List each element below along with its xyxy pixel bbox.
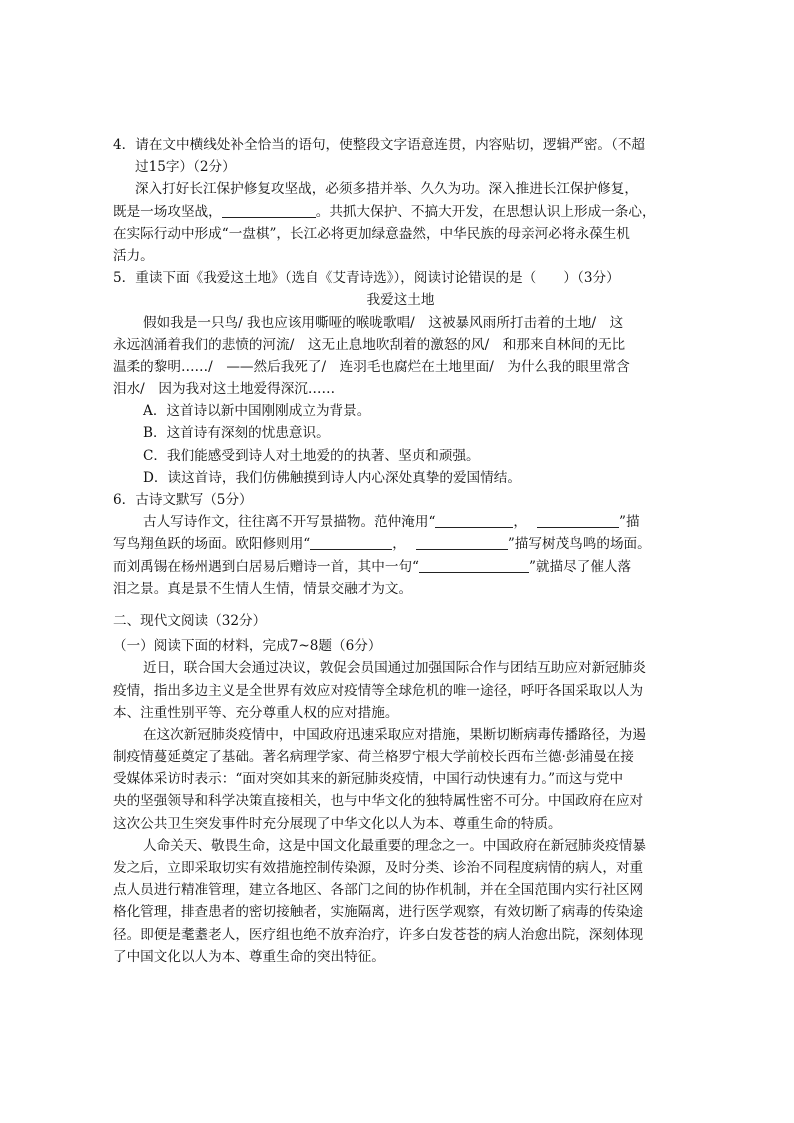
passage-text: ”就描尽了催人落 [529,558,632,575]
passage-text: ”描 [619,514,640,531]
passage-text: ”描写树茂鸟鸣的场面。 [507,536,651,553]
question-6-stem: 6．古诗文默写（5分） [113,492,253,508]
passage-text: 写鸟翔鱼跃的场面。欧阳修则用“ [113,536,311,553]
option-d[interactable]: D．读这首诗，我们仿佛触摸到诗人内心深处真挚的爱国情结。 [143,469,521,486]
poem-line: 永远汹涌着我们的悲愤的河流/ 这无止息地吹刮着的激怒的风/ 和那来自林间的无比 [113,336,626,353]
answer-blank[interactable] [310,535,392,550]
paragraph-3-line: 点人员进行精准管理，建立各地区、各部门之间的协作机制，并在全国范围内实行社区网 [113,882,644,899]
paragraph-2-line: 受媒体采访时表示：“面对突如其来的新冠肺炎疫情，中国行动快速有力。”而这与党中 [113,771,624,788]
section-2 [113,610,688,968]
question-6-line [113,556,688,578]
passage-text: 古人写诗作文，往往离不开写景描物。范仲淹用“ [143,514,436,531]
question-4-stem-cont: 过15字）（2分） [135,159,236,176]
question-6-line [113,511,688,533]
question-4-passage-line: 在实际行动中形成“一盘棋”，长江必将更加绿意盎然，中华民族的母亲河必将永葆生机 [113,225,630,242]
question-6-line: 泪之景。真是景不生情人生情，情景交融才为文。 [113,580,413,597]
paragraph-1-line: 本、注重性别平等、充分尊重人权的应对措施。 [113,704,399,721]
answer-blank[interactable] [416,535,508,550]
passage-text: ， [392,536,406,553]
question-4-passage-line: 深入打好长江保护修复攻坚战，必须多措并举、久久为功。深入推进长江保护修复， [135,181,638,198]
paragraph-3-line: 人命关天、敬畏生命，这是中国文化最重要的理念之一。中国政府在新冠肺炎疫情暴 [143,837,646,854]
poem-line: 假如我是一只鸟/ 我也应该用嘶哑的喉咙歌唱/ 这被暴风雨所打击着的土地/ 这 [143,314,624,331]
answer-blank[interactable] [435,513,513,528]
answer-blank[interactable] [222,203,316,218]
question-5-stem: 5．重读下面《我爱这土地》（选自《艾青诗选》），阅读讨论错误的是（ ）（3分） [113,270,620,287]
paragraph-3-line: 了中国文化以人为本、尊重生命的突出特征。 [113,948,385,965]
paragraph-2-line: 央的坚强领导和科学决策直接相关，也与中华文化的独特属性密不可分。中国政府在应对 [113,793,644,810]
subsection-heading: （一）阅读下面的材料，完成7~8题（6分） [113,638,382,655]
question-6-line [113,533,688,555]
question-4-stem: 4．请在文中横线处补全恰当的语句，使整段文字语意连贯，内容贴切，逻辑严密。（不超 [113,137,646,153]
passage-text: 既是一场攻坚战， [113,203,222,220]
paragraph-1-line: 疫情，指出多边主义是全世界有效应对疫情等全球危机的唯一途径，呼吁各国采取以人为 [113,682,644,699]
section-heading: 二、现代文阅读（32分） [113,612,267,629]
paragraph-1-line: 近日，联合国大会通过决议，敦促会员国通过加强国际合作与团结互助应对新冠肺炎 [143,660,646,677]
passage-text: 。共抓大保护、不搞大开发，在思想认识上形成一条心， [315,203,656,220]
passage-text: ， [513,514,528,531]
option-b[interactable]: B．这首诗有深刻的忧患意识。 [143,425,330,442]
answer-blank[interactable] [537,513,619,528]
poem-title: 我爱这土地 [366,292,435,309]
passage-text: 而刘禹锡在杨州遇到白居易后赠诗一首，其中一句“ [113,558,420,575]
paragraph-2-line: 制疫情蔓延奠定了基础。著名病理学家、荷兰格罗宁根大学前校长西布兰德·彭浦曼在接 [113,749,634,766]
paragraph-2-line: 这次公共卫生突发事件时充分展现了中华文化以人为本、尊重生命的特质。 [113,815,562,832]
option-c[interactable]: C．我们能感受到诗人对土地爱的的执著、坚贞和顽强。 [143,447,480,464]
question-4-passage-line: 活力。 [113,247,154,264]
question-4-passage-line [113,201,688,223]
question-4 [113,134,688,267]
answer-blank[interactable] [419,558,529,573]
question-6 [113,489,688,600]
paragraph-3-line: 发之后，立即采取切实有效措施控制传染源，及时分类、诊治不同程度病情的病人，对重 [113,860,644,876]
paragraph-2-line: 在这次新冠肺炎疫情中，中国政府迅速采取应对措施，果断切断病毒传播路径，为遏 [143,726,646,743]
question-5 [113,267,688,489]
document-page [113,134,688,968]
paragraph-3-line: 径。即便是耄耋老人，医疗组也绝不放弃治疗，许多白发苍苍的病人治愈出院，深刻体现 [113,926,644,943]
poem-line: 泪水/ 因为我对这土地爱得深沉…… [113,381,336,398]
option-a[interactable]: A．这首诗以新中国刚刚成立为背景。 [143,403,371,420]
poem-line: 温柔的黎明……/ ——然后我死了/ 连羽毛也腐烂在土地里面/ 为什么我的眼里常含 [113,358,630,375]
paragraph-3-line: 格化管理，排查患者的密切接触者，实施隔离，进行医学观察，有效切断了病毒的传染途 [113,904,644,921]
